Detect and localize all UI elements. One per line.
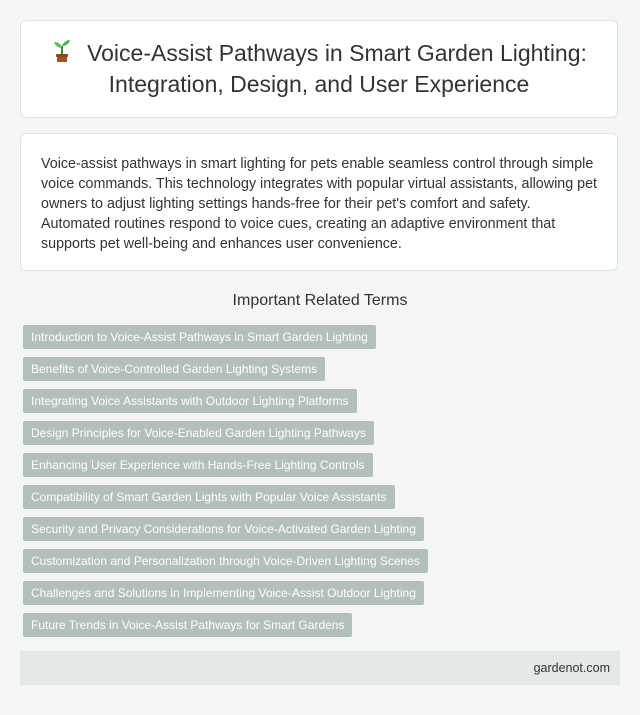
related-term-tag[interactable]: Compatibility of Smart Garden Lights with Popular Voice Assistants — [23, 485, 395, 509]
list-item — [23, 613, 623, 645]
seedling-icon — [51, 39, 73, 70]
related-term-tag[interactable]: Challenges and Solutions in Implementing Voice-Assist Outdoor Lighting — [23, 581, 424, 605]
list-item — [23, 581, 623, 613]
list-item — [23, 389, 623, 421]
related-term-tag[interactable]: Future Trends in Voice-Assist Pathways for Smart Gardens — [23, 613, 352, 637]
page-title-text: Voice-Assist Pathways in Smart Garden Lighting: Integration, Design, and User Experience — [87, 40, 587, 97]
related-term-tag[interactable]: Introduction to Voice-Assist Pathways in Smart Garden Lighting — [23, 325, 376, 349]
summary-card — [20, 133, 618, 271]
page-title — [21, 39, 617, 99]
list-item — [23, 325, 623, 357]
list-item — [23, 421, 623, 453]
related-term-tag[interactable]: Security and Privacy Considerations for Voice-Activated Garden Lighting — [23, 517, 424, 541]
list-item — [23, 549, 623, 581]
related-term-tag[interactable]: Design Principles for Voice-Enabled Garden Lighting Pathways — [23, 421, 374, 445]
list-item — [23, 485, 623, 517]
related-term-tag[interactable]: Customization and Personalization through Voice-Driven Lighting Scenes — [23, 549, 428, 573]
related-terms-list — [23, 325, 623, 645]
related-term-tag[interactable]: Integrating Voice Assistants with Outdoor Lighting Platforms — [23, 389, 357, 413]
summary-text: Voice-assist pathways in smart lighting for pets enable seamless control through simple voice commands. This technology integrates with popular virtual assistants, allowing pet owners to adjust lighting settings hands-free for their pet's comfort and safety. Automated routines respond to voice cues, creating an adaptive environment that supports pet well-being and enhances user convenience. — [41, 156, 598, 252]
footer — [20, 651, 620, 685]
list-item — [23, 517, 623, 549]
related-terms-heading: Important Related Terms — [232, 292, 408, 309]
title-card — [20, 20, 618, 118]
related-term-tag[interactable]: Benefits of Voice-Controlled Garden Lighting Systems — [23, 357, 325, 381]
list-item — [23, 357, 623, 389]
footer-site-link[interactable]: gardenot.com — [533, 661, 610, 675]
related-term-tag[interactable]: Enhancing User Experience with Hands-Free Lighting Controls — [23, 453, 373, 477]
list-item — [23, 453, 623, 485]
